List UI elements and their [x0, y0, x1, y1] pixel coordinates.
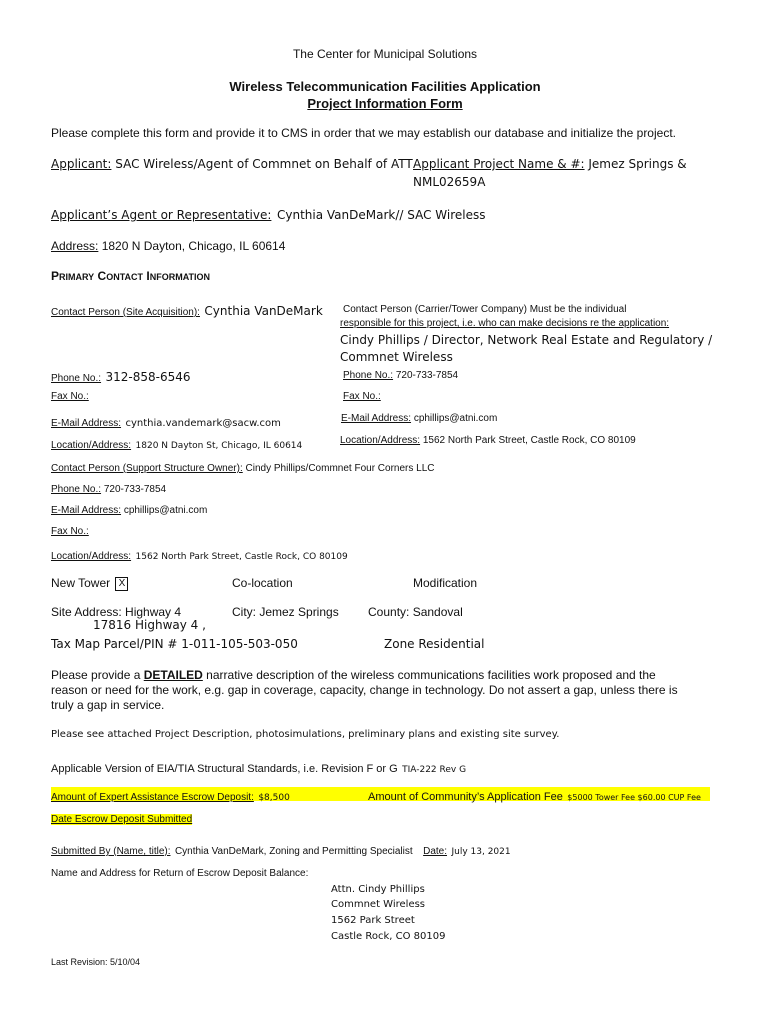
detailed-emphasis: DETAILED: [143, 668, 203, 682]
narrative-instruction-line3: truly a gap in service.: [51, 698, 165, 712]
zone[interactable]: Zone Residential: [384, 637, 485, 651]
community-fee-row: [368, 787, 701, 805]
form-title: Wireless Telecommunication Facilities Application: [229, 79, 541, 94]
narrative-response[interactable]: Please see attached Project Description, photosimulations, preliminary plans and existing site survey.: [51, 729, 560, 740]
escrow-deposit-label: Amount of Expert Assistance Escrow Deposit:: [51, 792, 254, 803]
modification-option[interactable]: Modification: [413, 576, 478, 590]
support-owner-email-row: [51, 505, 207, 516]
support-owner-location[interactable]: 1562 North Park Street, Castle Rock, CO 80109: [135, 552, 348, 562]
community-fee-label: Amount of Community’s Application Fee: [368, 791, 563, 803]
standards-value[interactable]: TIA-222 Rev G: [402, 765, 467, 775]
city[interactable]: City: Jemez Springs: [232, 605, 339, 619]
project-name-value[interactable]: Jemez Springs &: [588, 157, 687, 171]
project-number-value[interactable]: NML02659A: [413, 175, 486, 189]
carrier-label-line2: responsible for this project, i.e. who can make decisions re the application:: [340, 318, 670, 329]
site-address-line2[interactable]: 17816 Highway 4 ,: [93, 618, 206, 632]
support-owner-phone-row: [51, 484, 166, 495]
site-acq-phone-row: [51, 368, 191, 386]
site-acq-location-row: [51, 435, 302, 453]
submitted-by-label: Submitted By (Name, title):: [51, 846, 171, 857]
site-acq-email[interactable]: cynthia.vandemark@sacw.com: [125, 418, 281, 429]
primary-contact-heading: PRIMARY CONTACT INFORMATION: [51, 269, 211, 283]
site-acq-label: Contact Person (Site Acquisition):: [51, 307, 200, 318]
carrier-location-label: Location/Address:: [340, 435, 421, 446]
applicant-row: [51, 157, 413, 171]
date-label: Date:: [423, 846, 448, 857]
carrier-phone-label: Phone No.:: [343, 370, 394, 381]
support-owner-phone[interactable]: 720-733-7854: [103, 484, 167, 495]
carrier-name-line2[interactable]: Commnet Wireless: [340, 350, 453, 364]
site-acq-fax-label: Fax No.:: [51, 391, 89, 402]
narrative-instruction-line1: Please provide a DETAILED narrative description of the wireless communications facilities work proposed and the: [51, 668, 656, 682]
support-owner-location-label: Location/Address:: [51, 551, 132, 562]
carrier-phone[interactable]: 720-733-7854: [395, 370, 459, 381]
address-label: Address:: [51, 239, 99, 253]
site-address[interactable]: Site Address: Highway 4: [51, 605, 182, 619]
site-acq-phone-label: Phone No.:: [51, 373, 102, 384]
submitted-by-row: [51, 841, 511, 859]
support-owner-fax-label: Fax No.:: [51, 526, 89, 537]
new-tower-option[interactable]: [51, 576, 128, 591]
support-owner-phone-label: Phone No.:: [51, 484, 102, 495]
colocation-option[interactable]: Co-location: [232, 576, 293, 590]
support-owner-row: [51, 463, 435, 474]
return-address-line3[interactable]: 1562 Park Street: [331, 915, 415, 926]
site-acq-email-label: E-Mail Address:: [51, 418, 122, 429]
county[interactable]: County: Sandoval: [368, 605, 463, 619]
applicant-value[interactable]: SAC Wireless/Agent of Commnet on Behalf of ATT: [115, 157, 413, 171]
return-address-line1[interactable]: Attn. Cindy Phillips: [331, 884, 425, 895]
return-address-line2[interactable]: Commnet Wireless: [331, 899, 426, 910]
support-owner-location-row: [51, 546, 348, 564]
carrier-email-row: [341, 413, 497, 424]
site-acq-email-row: [51, 413, 281, 431]
new-tower-label: New Tower: [51, 576, 111, 590]
applicant-label: Applicant:: [51, 157, 112, 171]
site-acq-name[interactable]: Cynthia VanDeMark: [204, 304, 323, 318]
support-owner-email-label: E-Mail Address:: [51, 505, 122, 516]
narrative-instruction-line2: reason or need for the work, e.g. gap in coverage, capacity, change in technology. Do not assert a gap, unless there is: [51, 683, 678, 697]
carrier-email-label: E-Mail Address:: [341, 413, 412, 424]
address-value[interactable]: 1820 N Dayton, Chicago, IL 60614: [101, 239, 286, 253]
form-subtitle: Project Information Form: [307, 96, 463, 111]
return-address-label: Name and Address for Return of Escrow Deposit Balance:: [51, 868, 309, 879]
submitted-by-value[interactable]: Cynthia VanDeMark, Zoning and Permitting Specialist: [174, 846, 413, 857]
support-owner-email[interactable]: cphillips@atni.com: [123, 505, 208, 516]
agent-label: Applicant’s Agent or Representative:: [51, 208, 272, 222]
site-acq-location[interactable]: 1820 N Dayton St, Chicago, IL 60614: [135, 441, 303, 451]
agent-value[interactable]: Cynthia VanDeMark// SAC Wireless: [277, 208, 486, 222]
project-name-label: Applicant Project Name & #:: [413, 157, 585, 171]
return-address-line4[interactable]: Castle Rock, CO 80109: [331, 931, 446, 942]
community-fee-value[interactable]: $5000 Tower Fee $60.00 CUP Fee: [567, 793, 701, 802]
escrow-deposit-value[interactable]: $8,500: [258, 793, 290, 803]
address-row: [51, 239, 285, 253]
carrier-label-line1: Contact Person (Carrier/Tower Company) Must be the individual: [343, 304, 627, 315]
site-acq-contact-row: [51, 302, 323, 320]
new-tower-checkbox[interactable]: X: [115, 577, 128, 591]
tax-map-parcel[interactable]: Tax Map Parcel/PIN # 1-011-105-503-050: [51, 637, 298, 651]
org-name: The Center for Municipal Solutions: [292, 47, 478, 61]
carrier-location[interactable]: 1562 North Park Street, Castle Rock, CO 80109: [422, 435, 636, 446]
site-acq-phone[interactable]: 312-858-6546: [105, 370, 191, 384]
carrier-name-line1[interactable]: Cindy Phillips / Director, Network Real Estate and Regulatory /: [340, 333, 713, 347]
site-acq-location-label: Location/Address:: [51, 440, 132, 451]
escrow-deposit-row: [51, 787, 290, 805]
date-escrow-submitted[interactable]: Date Escrow Deposit Submitted: [51, 814, 193, 825]
intro-text: Please complete this form and provide it to CMS in order that we may establish our database and initialize the project.: [51, 126, 676, 140]
support-owner-label: Contact Person (Support Structure Owner):: [51, 463, 243, 474]
carrier-fax-label: Fax No.:: [343, 391, 381, 402]
support-owner-name[interactable]: Cindy Phillips/Commnet Four Corners LLC: [245, 463, 435, 474]
last-revision: Last Revision: 5/10/04: [51, 957, 141, 967]
carrier-phone-row: [343, 370, 458, 381]
date-value[interactable]: July 13, 2021: [451, 847, 511, 857]
standards-label: Applicable Version of EIA/TIA Structural Standards, i.e. Revision F or G: [51, 763, 398, 775]
carrier-email[interactable]: cphillips@atni.com: [413, 413, 498, 424]
standards-row: [51, 759, 466, 777]
carrier-location-row: [340, 435, 636, 446]
project-name-row: [413, 157, 687, 171]
